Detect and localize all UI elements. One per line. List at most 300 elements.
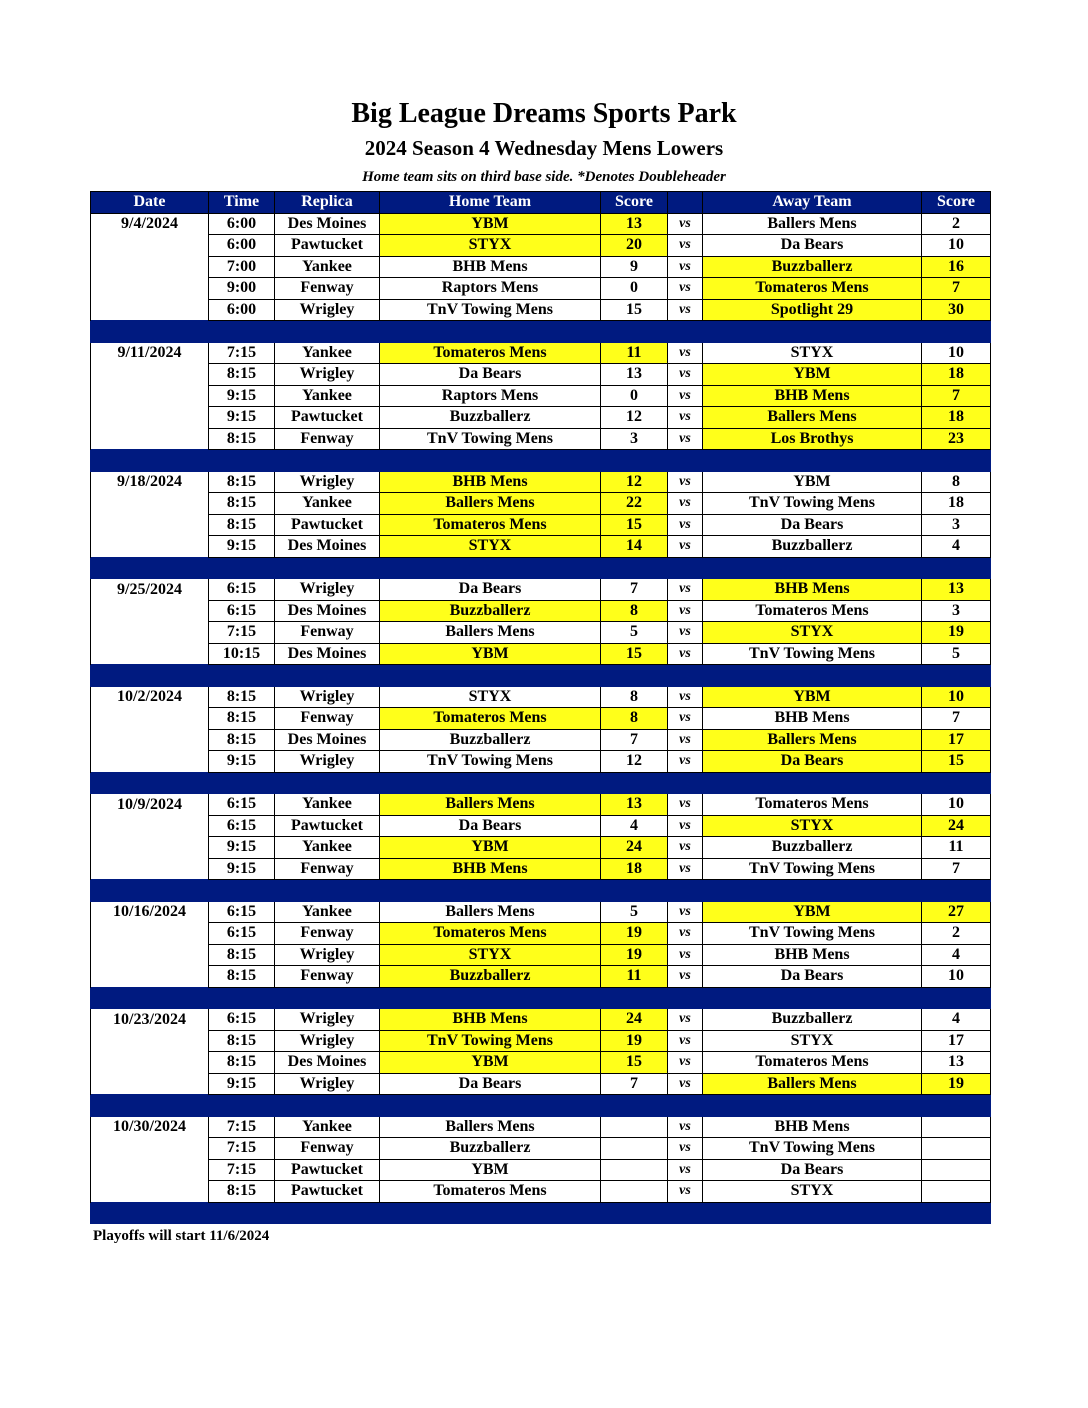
away-score: 4 xyxy=(922,944,991,966)
home-score: 15 xyxy=(601,1052,668,1074)
away-score: 4 xyxy=(922,536,991,558)
home-score: 8 xyxy=(601,708,668,730)
separator-cell xyxy=(703,1095,922,1117)
game-time: 6:00 xyxy=(209,213,275,235)
schedule-table xyxy=(90,191,991,1224)
separator-cell xyxy=(601,880,668,902)
table-row xyxy=(91,278,991,300)
table-row xyxy=(91,1073,991,1095)
separator-cell xyxy=(668,1202,703,1224)
week-separator xyxy=(91,665,991,687)
date-cell-empty xyxy=(91,235,209,257)
date-cell-empty xyxy=(91,1052,209,1074)
game-date: 9/25/2024 xyxy=(91,579,209,601)
away-team: YBM xyxy=(703,364,922,386)
vs-label: vs xyxy=(668,1116,703,1138)
game-time: 6:15 xyxy=(209,600,275,622)
table-row xyxy=(91,901,991,923)
separator-cell xyxy=(703,450,922,472)
game-replica: Des Moines xyxy=(275,729,380,751)
home-team: Da Bears xyxy=(380,364,601,386)
home-score: 5 xyxy=(601,901,668,923)
separator-cell xyxy=(703,772,922,794)
home-team: Da Bears xyxy=(380,1073,601,1095)
separator-cell xyxy=(601,772,668,794)
game-replica: Wrigley xyxy=(275,471,380,493)
date-cell-empty xyxy=(91,622,209,644)
table-row xyxy=(91,493,991,515)
game-replica: Wrigley xyxy=(275,1073,380,1095)
separator-cell xyxy=(380,1095,601,1117)
separator-cell xyxy=(668,450,703,472)
game-time: 9:15 xyxy=(209,858,275,880)
home-score: 15 xyxy=(601,643,668,665)
away-team: STYX xyxy=(703,1030,922,1052)
date-cell-empty xyxy=(91,944,209,966)
home-team: Buzzballerz xyxy=(380,407,601,429)
vs-label: vs xyxy=(668,622,703,644)
away-score: 7 xyxy=(922,858,991,880)
vs-label: vs xyxy=(668,213,703,235)
header-home-score: Score xyxy=(601,192,668,214)
table-row xyxy=(91,1052,991,1074)
separator-cell xyxy=(380,880,601,902)
home-team: Ballers Mens xyxy=(380,1116,601,1138)
home-team: Raptors Mens xyxy=(380,385,601,407)
home-team: STYX xyxy=(380,686,601,708)
vs-label: vs xyxy=(668,794,703,816)
away-score: 7 xyxy=(922,278,991,300)
date-cell-empty xyxy=(91,815,209,837)
date-cell-empty xyxy=(91,1030,209,1052)
playoffs-note: Playoffs will start 11/6/2024 xyxy=(93,1228,270,1244)
game-replica: Fenway xyxy=(275,428,380,450)
separator-cell xyxy=(91,321,209,343)
separator-cell xyxy=(601,1095,668,1117)
game-replica: Pawtucket xyxy=(275,514,380,536)
game-time: 8:15 xyxy=(209,364,275,386)
home-team: STYX xyxy=(380,536,601,558)
vs-label: vs xyxy=(668,385,703,407)
table-row xyxy=(91,1138,991,1160)
separator-cell xyxy=(209,450,275,472)
home-team: Tomateros Mens xyxy=(380,514,601,536)
vs-label: vs xyxy=(668,1159,703,1181)
home-score: 12 xyxy=(601,407,668,429)
table-row xyxy=(91,751,991,773)
week-separator xyxy=(91,321,991,343)
away-score xyxy=(922,1159,991,1181)
header-date: Date xyxy=(91,192,209,214)
game-replica: Fenway xyxy=(275,278,380,300)
home-score: 0 xyxy=(601,278,668,300)
vs-label: vs xyxy=(668,299,703,321)
separator-cell xyxy=(209,557,275,579)
away-team: Da Bears xyxy=(703,751,922,773)
away-team: Buzzballerz xyxy=(703,256,922,278)
away-team: BHB Mens xyxy=(703,579,922,601)
vs-label: vs xyxy=(668,493,703,515)
away-score xyxy=(922,1138,991,1160)
game-time: 9:15 xyxy=(209,407,275,429)
away-team: Ballers Mens xyxy=(703,213,922,235)
game-time: 7:15 xyxy=(209,622,275,644)
away-score: 7 xyxy=(922,385,991,407)
game-date: 10/23/2024 xyxy=(91,1009,209,1031)
game-replica: Wrigley xyxy=(275,1030,380,1052)
away-score: 27 xyxy=(922,901,991,923)
vs-label: vs xyxy=(668,815,703,837)
home-team: BHB Mens xyxy=(380,471,601,493)
game-replica: Yankee xyxy=(275,342,380,364)
separator-cell xyxy=(601,1202,668,1224)
vs-label: vs xyxy=(668,256,703,278)
away-score: 10 xyxy=(922,342,991,364)
game-replica: Wrigley xyxy=(275,1009,380,1031)
separator-cell xyxy=(275,450,380,472)
game-replica: Des Moines xyxy=(275,643,380,665)
home-team: Ballers Mens xyxy=(380,622,601,644)
vs-label: vs xyxy=(668,1181,703,1203)
vs-label: vs xyxy=(668,1030,703,1052)
away-score: 10 xyxy=(922,686,991,708)
separator-cell xyxy=(91,1202,209,1224)
separator-cell xyxy=(668,321,703,343)
vs-label: vs xyxy=(668,944,703,966)
home-score: 9 xyxy=(601,256,668,278)
home-team: YBM xyxy=(380,1052,601,1074)
table-row xyxy=(91,944,991,966)
table-row xyxy=(91,385,991,407)
table-row xyxy=(91,407,991,429)
home-score: 0 xyxy=(601,385,668,407)
game-replica: Pawtucket xyxy=(275,815,380,837)
separator-cell xyxy=(380,987,601,1009)
date-cell-empty xyxy=(91,1159,209,1181)
game-replica: Fenway xyxy=(275,966,380,988)
vs-label: vs xyxy=(668,708,703,730)
away-team: STYX xyxy=(703,342,922,364)
home-score: 11 xyxy=(601,966,668,988)
game-replica: Fenway xyxy=(275,622,380,644)
home-score: 20 xyxy=(601,235,668,257)
separator-cell xyxy=(922,665,991,687)
separator-cell xyxy=(209,1202,275,1224)
vs-label: vs xyxy=(668,1073,703,1095)
game-time: 8:15 xyxy=(209,1052,275,1074)
game-time: 9:15 xyxy=(209,751,275,773)
away-team: Los Brothys xyxy=(703,428,922,450)
game-replica: Wrigley xyxy=(275,579,380,601)
home-score: 5 xyxy=(601,622,668,644)
away-team: STYX xyxy=(703,815,922,837)
separator-cell xyxy=(922,1202,991,1224)
table-row xyxy=(91,686,991,708)
header-away-team: Away Team xyxy=(703,192,922,214)
date-cell-empty xyxy=(91,1138,209,1160)
header-time: Time xyxy=(209,192,275,214)
table-row xyxy=(91,1030,991,1052)
vs-label: vs xyxy=(668,342,703,364)
vs-label: vs xyxy=(668,858,703,880)
away-team: Da Bears xyxy=(703,1159,922,1181)
separator-cell xyxy=(668,772,703,794)
away-score: 13 xyxy=(922,579,991,601)
separator-cell xyxy=(91,880,209,902)
home-team: Buzzballerz xyxy=(380,729,601,751)
away-team: Tomateros Mens xyxy=(703,794,922,816)
separator-cell xyxy=(601,321,668,343)
home-score xyxy=(601,1138,668,1160)
home-score: 24 xyxy=(601,1009,668,1031)
home-score: 19 xyxy=(601,944,668,966)
separator-cell xyxy=(380,557,601,579)
date-cell-empty xyxy=(91,1181,209,1203)
away-score: 3 xyxy=(922,514,991,536)
away-score: 16 xyxy=(922,256,991,278)
game-time: 6:00 xyxy=(209,235,275,257)
game-time: 6:15 xyxy=(209,1009,275,1031)
game-replica: Wrigley xyxy=(275,686,380,708)
game-time: 8:15 xyxy=(209,493,275,515)
date-cell-empty xyxy=(91,256,209,278)
away-team: STYX xyxy=(703,1181,922,1203)
vs-label: vs xyxy=(668,579,703,601)
home-team: Buzzballerz xyxy=(380,1138,601,1160)
away-team: TnV Towing Mens xyxy=(703,858,922,880)
game-time: 6:15 xyxy=(209,815,275,837)
separator-cell xyxy=(209,665,275,687)
away-score: 7 xyxy=(922,708,991,730)
header-row xyxy=(91,192,991,214)
table-row xyxy=(91,858,991,880)
game-replica: Yankee xyxy=(275,1116,380,1138)
separator-cell xyxy=(703,880,922,902)
home-team: TnV Towing Mens xyxy=(380,428,601,450)
away-team: TnV Towing Mens xyxy=(703,1138,922,1160)
game-replica: Fenway xyxy=(275,708,380,730)
separator-cell xyxy=(275,987,380,1009)
game-replica: Yankee xyxy=(275,901,380,923)
game-date: 9/18/2024 xyxy=(91,471,209,493)
vs-label: vs xyxy=(668,643,703,665)
game-replica: Fenway xyxy=(275,1138,380,1160)
table-row xyxy=(91,708,991,730)
table-row xyxy=(91,622,991,644)
week-separator xyxy=(91,557,991,579)
game-replica: Wrigley xyxy=(275,364,380,386)
away-team: Ballers Mens xyxy=(703,407,922,429)
separator-cell xyxy=(91,987,209,1009)
page-subtitle: 2024 Season 4 Wednesday Mens Lowers xyxy=(364,136,724,160)
home-team: Raptors Mens xyxy=(380,278,601,300)
week-separator xyxy=(91,880,991,902)
game-time: 8:15 xyxy=(209,966,275,988)
header-vs xyxy=(668,192,703,214)
game-time: 8:15 xyxy=(209,428,275,450)
away-score: 24 xyxy=(922,815,991,837)
home-score: 13 xyxy=(601,794,668,816)
table-row xyxy=(91,213,991,235)
vs-label: vs xyxy=(668,471,703,493)
home-score: 13 xyxy=(601,364,668,386)
home-score: 11 xyxy=(601,342,668,364)
separator-cell xyxy=(922,880,991,902)
home-team: BHB Mens xyxy=(380,858,601,880)
separator-cell xyxy=(668,665,703,687)
separator-cell xyxy=(703,665,922,687)
vs-label: vs xyxy=(668,686,703,708)
date-cell-empty xyxy=(91,751,209,773)
separator-cell xyxy=(275,665,380,687)
table-row xyxy=(91,1009,991,1031)
away-score: 10 xyxy=(922,794,991,816)
table-row xyxy=(91,235,991,257)
separator-cell xyxy=(91,772,209,794)
away-team: Spotlight 29 xyxy=(703,299,922,321)
separator-cell xyxy=(209,772,275,794)
game-replica: Des Moines xyxy=(275,536,380,558)
home-team: STYX xyxy=(380,235,601,257)
vs-label: vs xyxy=(668,966,703,988)
away-team: Buzzballerz xyxy=(703,837,922,859)
away-score: 19 xyxy=(922,1073,991,1095)
away-score: 13 xyxy=(922,1052,991,1074)
away-score: 3 xyxy=(922,600,991,622)
separator-cell xyxy=(922,557,991,579)
date-cell-empty xyxy=(91,428,209,450)
away-team: TnV Towing Mens xyxy=(703,643,922,665)
table-row xyxy=(91,579,991,601)
separator-cell xyxy=(91,665,209,687)
home-team: Tomateros Mens xyxy=(380,1181,601,1203)
week-separator xyxy=(91,772,991,794)
date-cell-empty xyxy=(91,278,209,300)
away-team: BHB Mens xyxy=(703,944,922,966)
away-score: 18 xyxy=(922,407,991,429)
separator-cell xyxy=(209,1095,275,1117)
separator-cell xyxy=(922,772,991,794)
away-score: 5 xyxy=(922,643,991,665)
game-replica: Fenway xyxy=(275,923,380,945)
home-score xyxy=(601,1181,668,1203)
away-team: Tomateros Mens xyxy=(703,278,922,300)
game-date: 10/9/2024 xyxy=(91,794,209,816)
home-team: TnV Towing Mens xyxy=(380,1030,601,1052)
game-replica: Des Moines xyxy=(275,1052,380,1074)
vs-label: vs xyxy=(668,1138,703,1160)
week-separator xyxy=(91,450,991,472)
away-team: Da Bears xyxy=(703,235,922,257)
separator-cell xyxy=(380,665,601,687)
separator-cell xyxy=(275,1202,380,1224)
table-row xyxy=(91,923,991,945)
away-score: 17 xyxy=(922,1030,991,1052)
home-team: STYX xyxy=(380,944,601,966)
date-cell-empty xyxy=(91,966,209,988)
date-cell-empty xyxy=(91,493,209,515)
separator-cell xyxy=(703,557,922,579)
table-row xyxy=(91,1159,991,1181)
game-time: 9:00 xyxy=(209,278,275,300)
home-team: Buzzballerz xyxy=(380,966,601,988)
game-time: 6:15 xyxy=(209,579,275,601)
home-score: 19 xyxy=(601,923,668,945)
away-team: BHB Mens xyxy=(703,708,922,730)
home-score: 24 xyxy=(601,837,668,859)
separator-cell xyxy=(91,1095,209,1117)
game-time: 7:15 xyxy=(209,1116,275,1138)
away-score: 10 xyxy=(922,966,991,988)
away-team: YBM xyxy=(703,686,922,708)
home-team: YBM xyxy=(380,213,601,235)
away-score: 2 xyxy=(922,213,991,235)
separator-cell xyxy=(703,1202,922,1224)
date-cell-empty xyxy=(91,837,209,859)
game-replica: Pawtucket xyxy=(275,407,380,429)
home-team: BHB Mens xyxy=(380,1009,601,1031)
separator-cell xyxy=(601,987,668,1009)
home-team: TnV Towing Mens xyxy=(380,751,601,773)
home-score: 7 xyxy=(601,579,668,601)
vs-label: vs xyxy=(668,235,703,257)
date-cell-empty xyxy=(91,364,209,386)
game-replica: Yankee xyxy=(275,493,380,515)
home-score xyxy=(601,1159,668,1181)
page-note: Home team sits on third base side. *Denotes Doubleheader xyxy=(362,169,726,185)
game-time: 9:15 xyxy=(209,837,275,859)
date-cell-empty xyxy=(91,407,209,429)
away-team: BHB Mens xyxy=(703,385,922,407)
away-team: Tomateros Mens xyxy=(703,600,922,622)
home-score: 8 xyxy=(601,600,668,622)
home-team: Tomateros Mens xyxy=(380,923,601,945)
table-row xyxy=(91,364,991,386)
home-score: 8 xyxy=(601,686,668,708)
separator-cell xyxy=(668,1095,703,1117)
date-cell-empty xyxy=(91,708,209,730)
table-row xyxy=(91,600,991,622)
away-team: Buzzballerz xyxy=(703,1009,922,1031)
game-time: 8:15 xyxy=(209,1030,275,1052)
home-team: YBM xyxy=(380,837,601,859)
home-score: 12 xyxy=(601,471,668,493)
week-separator xyxy=(91,1202,991,1224)
table-row xyxy=(91,794,991,816)
away-team: Da Bears xyxy=(703,514,922,536)
game-time: 8:15 xyxy=(209,708,275,730)
date-cell-empty xyxy=(91,643,209,665)
away-score: 18 xyxy=(922,493,991,515)
date-cell-empty xyxy=(91,600,209,622)
header-away-score: Score xyxy=(922,192,991,214)
away-team: TnV Towing Mens xyxy=(703,493,922,515)
away-team: STYX xyxy=(703,622,922,644)
table-row xyxy=(91,514,991,536)
game-time: 7:15 xyxy=(209,1138,275,1160)
table-row xyxy=(91,299,991,321)
away-team: YBM xyxy=(703,901,922,923)
table-row xyxy=(91,1116,991,1138)
table-row xyxy=(91,966,991,988)
away-team: YBM xyxy=(703,471,922,493)
vs-label: vs xyxy=(668,407,703,429)
table-row xyxy=(91,256,991,278)
table-row xyxy=(91,815,991,837)
separator-cell xyxy=(703,987,922,1009)
game-time: 8:15 xyxy=(209,686,275,708)
game-replica: Fenway xyxy=(275,858,380,880)
